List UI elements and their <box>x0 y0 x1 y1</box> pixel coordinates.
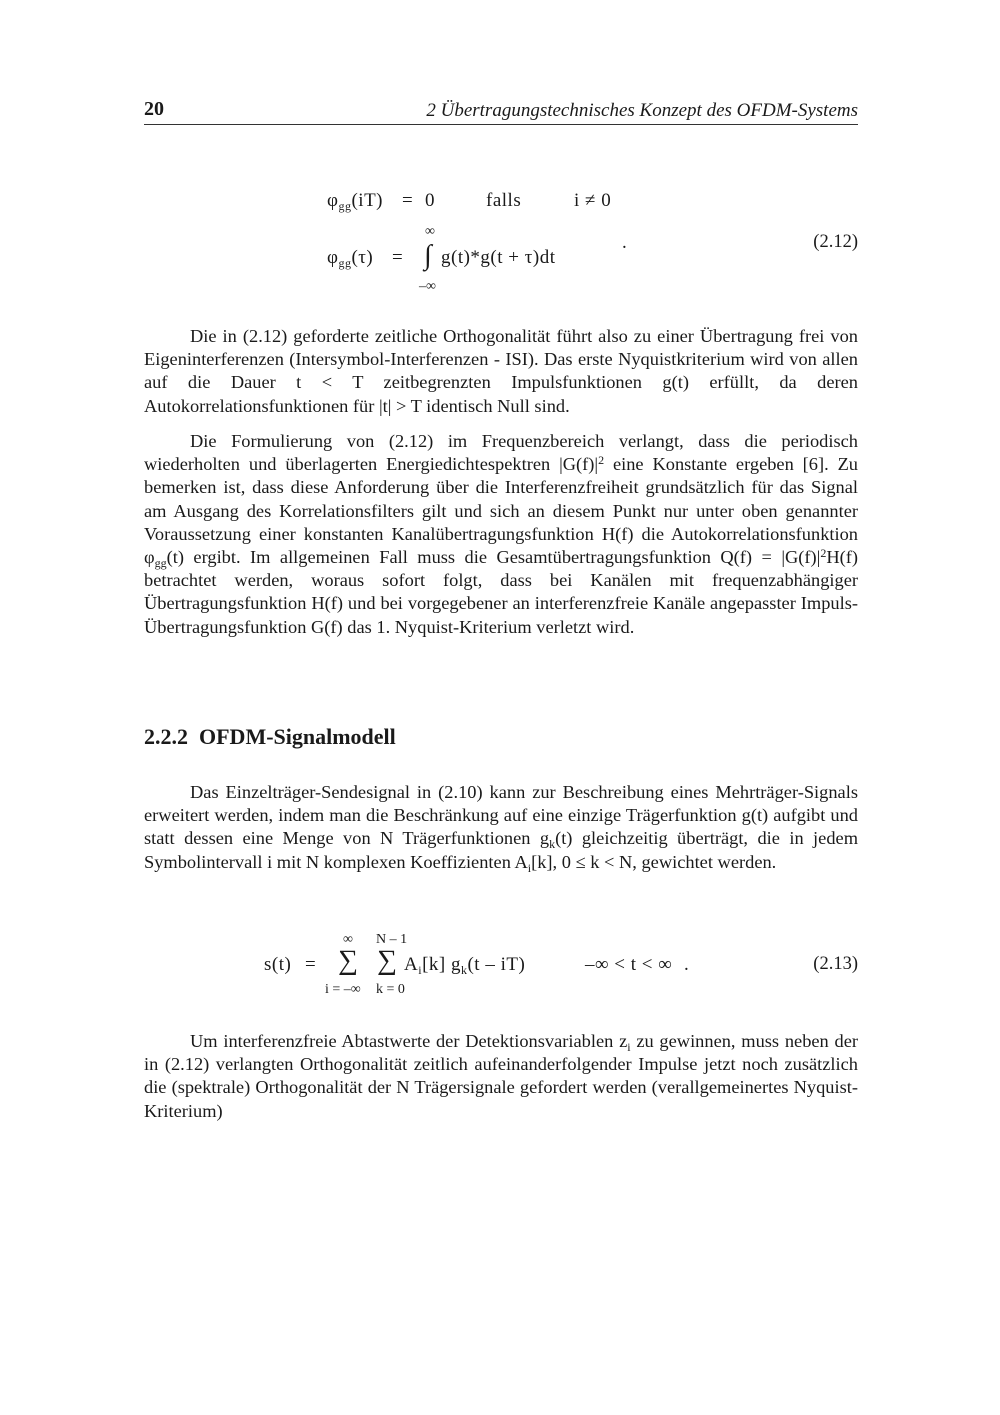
eq-line1-equals: = <box>402 190 414 211</box>
equation-number-2-12: (2.12) <box>813 232 858 252</box>
eq-2-13-dot: . <box>684 954 690 975</box>
integral-sign: ∫ <box>424 240 432 271</box>
integral-upper-limit: ∞ <box>425 224 435 239</box>
header-rule <box>144 124 858 125</box>
sum1-upper-limit: ∞ <box>343 932 353 947</box>
eq-2-13-term: $A_i[k]$ $g_k(t - iT)$ <box>404 954 526 977</box>
running-header-title: 2 Übertragungstechnisches Konzept des OFDM-Systems <box>426 100 858 121</box>
sum2-lower-limit: k = 0 <box>376 982 405 997</box>
integral-lower-limit: –∞ <box>419 279 436 294</box>
sum-sign-1: ∑ <box>338 945 358 976</box>
sum1-lower-limit: i = –∞ <box>325 982 361 997</box>
paragraph-nyquist-criterion: Um interferenzfreie Abtastwerte der Detektionsvariablen $z_i$ zu gewinnen, muss neben der in (2.12) verlangten Orthogonalität zeitlich aufeinanderfolgender Impulse jetzt noch zusätzlich die (spektrale) Orthogonalität der N Trägersignale gefordert werden (verallgemeinertes Nyquist-Kriterium) <box>144 1031 858 1121</box>
paragraph-frequency-domain: Die Formulierung von (2.12) im Frequenzbereich verlangt, dass die periodisch wiederholten und überlagerten Energiedichtespektren $|G(f)|^2$ eine Konstante ergeben [6]. Zu bemerken ist, dass diese Anforderung über die Interferenzfreiheit grundsätzlich für das Signal am Ausgang des Korrelationsfilters gilt und sich an diesem Punkt nur unter oben genannter Voraussetzung einer konstanten Kanalübertragungsfunktion H(f) die Autokorrelationsfunktion $\varphi_{gg}(t)$ ergibt. Im allgemeinen Fall muss die Gesamtübertragungsfunktion $Q(f) = |G(f)|^2H(f)$ betrachtet werden, woraus sofort folgt, dass bei Kanälen mit frequenzabhängiger Übertragungsfunktion H(f) und bei vorgegebener an interferenzfreie Kanäle angepasster Impuls-Übertragungsfunktion G(f) das 1. Nyquist-Kriterium verletzt wird. <box>144 431 858 637</box>
page-number: 20 <box>144 98 164 120</box>
eq-line1-falls: falls <box>486 190 522 211</box>
eq-line2-equals: = <box>392 247 404 268</box>
eq-line1-value: 0 <box>425 190 435 211</box>
eq-line2-lhs: $\varphi_{gg}(\tau)$ <box>327 247 374 270</box>
section-heading: 2.2.2 OFDM-Signalmodell <box>144 724 396 749</box>
sum-sign-2: ∑ <box>377 945 397 976</box>
eq-2-13-lhs: s(t) <box>264 954 292 975</box>
eq-2-13-range: –∞ < t < ∞ <box>585 954 673 975</box>
paragraph-orthogonality: Die in (2.12) geforderte zeitliche Orthogonalität führt also zu einer Übertragung frei von Eigeninterferenzen (Intersymbol-Interferenzen - ISI). Das erste Nyquistkriterium wird von allen auf die Dauer t < T zeitbegrenzten Impulsfunktionen g(t) erfüllt, da deren Autokorrelationsfunktionen für |t| > T identisch Null sind. <box>144 326 858 416</box>
sum2-upper-limit: N – 1 <box>376 932 408 947</box>
eq-line1-condition: i ≠ 0 <box>574 190 612 211</box>
integrand: g(t)*g(t + τ)dt <box>441 247 556 268</box>
equation-number-2-13: (2.13) <box>813 954 858 974</box>
paragraph-signal-model: Das Einzelträger-Sendesignal in (2.10) kann zur Beschreibung eines Mehrträger-Signals erweitert werden, indem man die Beschränkung auf eine einzige Trägerfunktion g(t) aufgibt und statt dessen eine Menge von N Trägerfunktionen $g_k(t)$ gleichzeitig überträgt, die in jedem Symbolintervall i mit N komplexen Koeffizienten $A_i[k]$, 0 ≤ k < N, gewichtet werden. <box>144 782 858 875</box>
eq-line1-lhs: $\varphi_{gg}(iT)$ <box>327 190 384 213</box>
eq-2-13-equals: = <box>305 954 317 975</box>
eq-2-12-dot: . <box>622 232 628 253</box>
